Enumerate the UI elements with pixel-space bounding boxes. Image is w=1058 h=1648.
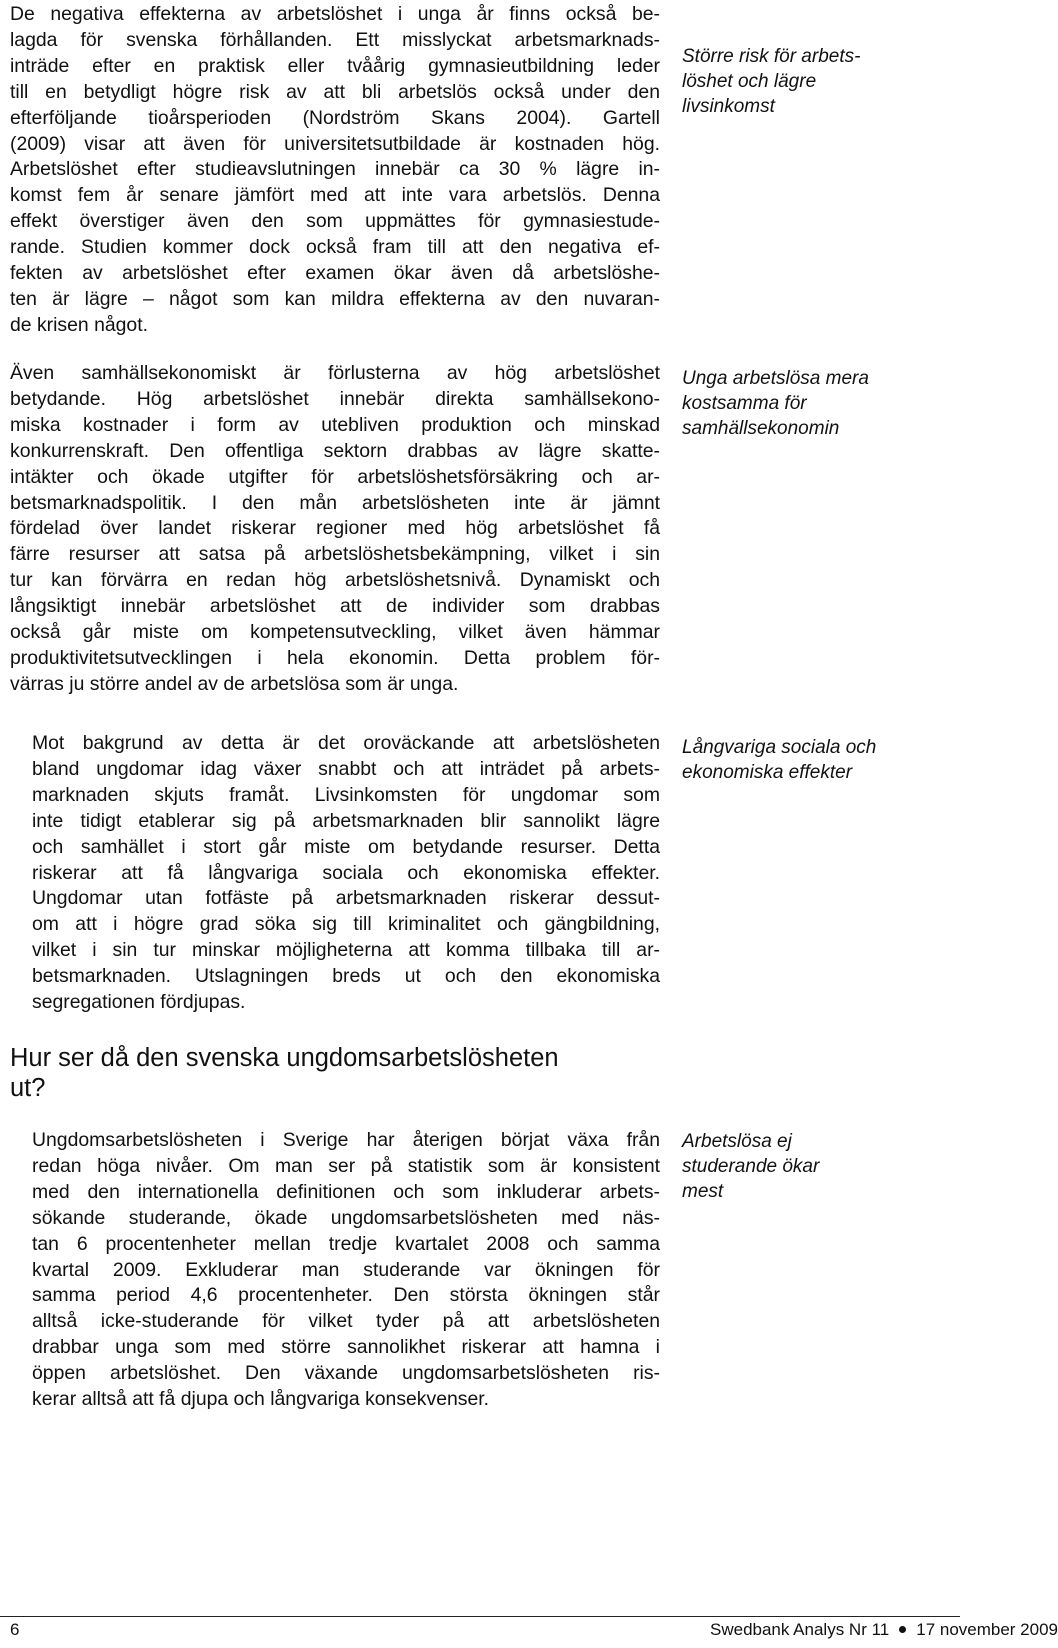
- footer-publication-info: [710, 1620, 1058, 1640]
- margin-note-line: samhällsekonomin: [682, 418, 840, 439]
- publication-name: Swedbank Analys Nr 11: [710, 1620, 890, 1639]
- text-line: tur kan förvärra en redan hög arbetslöshetsnivå. Dynamiskt och: [10, 569, 660, 592]
- margin-note-line: Arbetslösa ej: [682, 1131, 792, 1152]
- bullet-dot-icon: [899, 1626, 906, 1633]
- paragraph-1: [10, 2, 660, 339]
- text-line: De negativa effekterna av arbetslöshet i unga år finns också be-: [10, 3, 660, 25]
- publication-date: 17 november 2009: [916, 1620, 1058, 1639]
- text-line: effekt överstiger även den som uppmättes för gymnasiestude-: [10, 210, 660, 233]
- text-line: fördelad över landet riskerar regioner med hög arbetslöshet få: [10, 517, 660, 540]
- text-line: redan höga nivåer. Om man ser på statistik som är konsistent: [32, 1154, 660, 1177]
- footer-divider: [0, 1616, 960, 1617]
- text-line: värras ju större andel av de arbetslösa som är unga.: [10, 672, 459, 695]
- margin-note-line: kostsamma för: [682, 393, 807, 414]
- text-line: miska kostnader i form av utebliven produktion och minskad: [10, 413, 660, 436]
- text-line: sökande studerande, ökade ungdomsarbetslösheten med näs-: [32, 1206, 660, 1229]
- text-line: (2009) visar att även för universitetsutbildade är kostnaden hög.: [10, 132, 660, 155]
- text-line: Ungdomsarbetslösheten i Sverige har återigen börjat växa från: [32, 1129, 660, 1151]
- text-line: betydande. Hög arbetslöshet innebär direkta samhällsekono-: [10, 387, 660, 410]
- text-line: inträde efter en praktisk eller tvåårig gymnasieutbildning leder: [10, 54, 660, 77]
- text-line: konkurrenskraft. Den offentliga sektorn drabbas av lägre skatte-: [10, 439, 660, 462]
- paragraph-body: [32, 731, 660, 1016]
- paragraph-3: [32, 731, 660, 1016]
- paragraph-body: [10, 361, 660, 698]
- text-line: med den internationella definitionen och som inkluderar arbets-: [32, 1180, 660, 1203]
- text-line: färre resurser att satsa på arbetslöshetsbekämpning, vilket i sin: [10, 543, 660, 566]
- text-line: fekten av arbetslöshet efter examen ökar även då arbetslöshe-: [10, 262, 660, 285]
- text-line: komst fem år senare jämfört med att inte vara arbetslös. Denna: [10, 184, 660, 207]
- page-number: 6: [10, 1620, 20, 1639]
- margin-note-4: [682, 1129, 942, 1204]
- margin-note-line: Långvariga sociala och: [682, 737, 877, 758]
- text-line: produktivitetsutvecklingen i hela ekonomin. Detta problem för-: [10, 646, 660, 669]
- paragraph-body: [10, 2, 660, 339]
- margin-note-line: Unga arbetslösa mera: [682, 368, 869, 389]
- text-line: öppen arbetslöshet. Den växande ungdomsarbetslösheten ris-: [32, 1362, 660, 1385]
- text-line: Mot bakgrund av detta är det oroväckande att arbetslösheten: [32, 732, 660, 754]
- margin-note-line: ekonomiska effekter: [682, 762, 853, 783]
- text-line: efterföljande tioårsperioden (Nordström Skans 2004). Gartell: [10, 106, 660, 129]
- text-line: till en betydligt högre risk av att bli arbetslös också under den: [10, 80, 660, 103]
- margin-note-3: [682, 735, 942, 785]
- page-footer: [0, 1616, 1058, 1644]
- text-line: inte tidigt etablerar sig på arbetsmarknaden blir sannolikt lägre: [32, 809, 660, 832]
- text-line: tan 6 procentenheter mellan tredje kvartalet 2008 och samma: [32, 1232, 660, 1255]
- heading-line: ut?: [10, 1074, 46, 1102]
- text-line: också går miste om kompetensutveckling, vilket även hämmar: [10, 621, 660, 644]
- paragraph-body: [32, 1128, 660, 1413]
- text-line: vilket i sin tur minskar möjligheterna att komma tillbaka till ar-: [32, 939, 660, 962]
- margin-note-1: [682, 44, 942, 119]
- margin-note-line: mest: [682, 1181, 724, 1202]
- text-line: kvartal 2009. Exkluderar man studerande var ökningen för: [32, 1258, 660, 1281]
- text-line: segregationen fördjupas.: [32, 991, 246, 1014]
- text-line: och samhället i stort går miste om betydande resurser. Detta: [32, 835, 660, 858]
- margin-note-line: löshet och lägre: [682, 71, 817, 92]
- text-line: bland ungdomar idag växer snabbt och att inträdet på arbets-: [32, 757, 660, 780]
- margin-note-line: studerande ökar: [682, 1156, 820, 1177]
- text-line: kerar alltså att få djupa och långvariga konsekvenser.: [32, 1388, 490, 1411]
- text-line: långsiktigt innebär arbetslöshet att de individer som drabbas: [10, 595, 660, 618]
- text-line: de krisen något.: [10, 313, 148, 336]
- text-line: betsmarknadspolitik. I den mån arbetslösheten inte är jämnt: [10, 491, 660, 514]
- paragraph-4: [32, 1128, 660, 1413]
- text-line: Arbetslöshet efter studieavslutningen innebär ca 30 % lägre in-: [10, 158, 660, 181]
- text-line: rande. Studien kommer dock också fram till att den negativa ef-: [10, 236, 660, 259]
- text-line: drabbar unga som med större sannolikhet riskerar att hamna i: [32, 1336, 660, 1359]
- text-line: marknaden skjuts framåt. Livsinkomsten för ungdomar som: [32, 783, 660, 806]
- text-line: ten är lägre – något som kan mildra effekterna av den nuvaran-: [10, 287, 660, 310]
- text-line: riskerar att få långvariga sociala och ekonomiska effekter.: [32, 861, 660, 884]
- text-line: intäkter och ökade utgifter för arbetslöshetsförsäkring och ar-: [10, 465, 660, 488]
- text-line: Ungdomar utan fotfäste på arbetsmarknaden riskerar dessut-: [32, 887, 660, 910]
- section-heading: [10, 1043, 660, 1103]
- margin-note-2: [682, 366, 942, 441]
- heading-line: Hur ser då den svenska ungdomsarbetslösheten: [10, 1044, 559, 1072]
- text-line: alltså icke-studerande för vilket tyder på att arbetslösheten: [32, 1310, 660, 1333]
- margin-note-line: livsinkomst: [682, 96, 775, 117]
- paragraph-2: [10, 361, 660, 698]
- text-line: samma period 4,6 procentenheter. Den största ökningen står: [32, 1284, 660, 1307]
- margin-note-line: Större risk för arbets-: [682, 46, 861, 67]
- text-line: betsmarknaden. Utslagningen breds ut och den ekonomiska: [32, 965, 660, 988]
- text-line: Även samhällsekonomiskt är förlusterna av hög arbetslöshet: [10, 362, 660, 384]
- text-line: lagda för svenska förhållanden. Ett misslyckat arbetsmarknads-: [10, 28, 660, 51]
- text-line: om att i högre grad söka sig till kriminalitet och gängbildning,: [32, 913, 660, 936]
